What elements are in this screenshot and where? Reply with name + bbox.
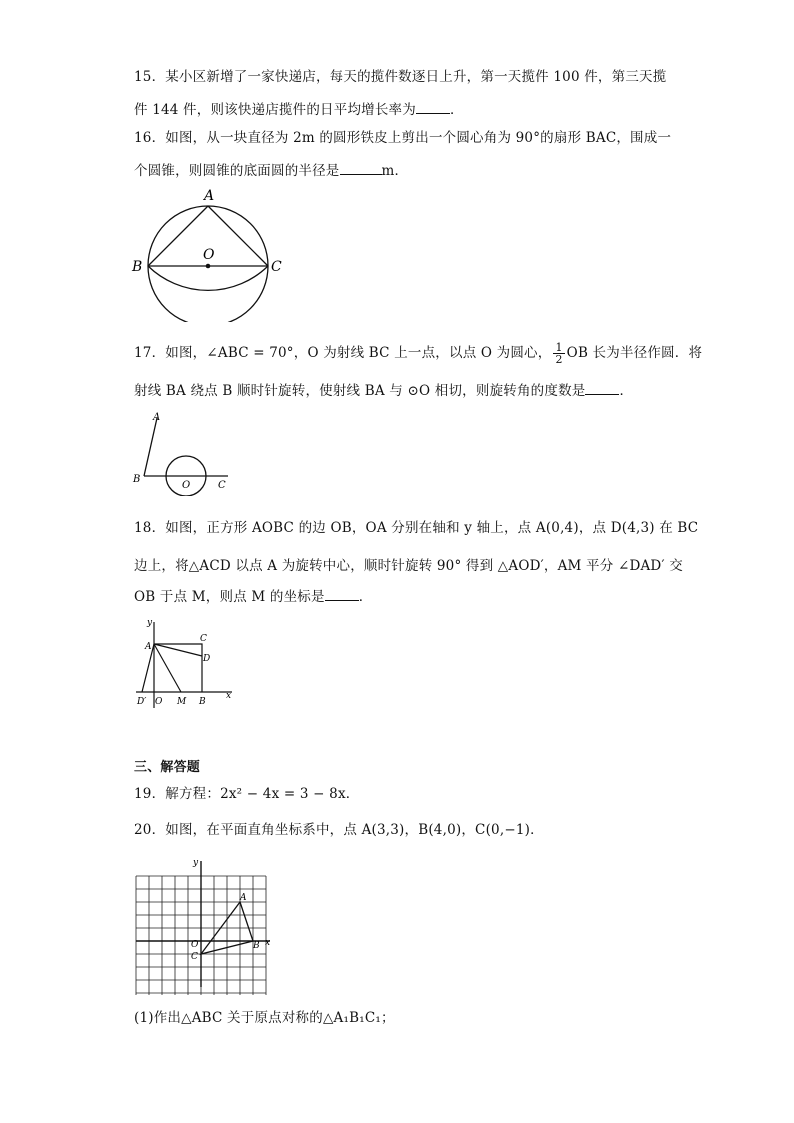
q16-end: m． (381, 163, 409, 179)
segment-ad (154, 644, 202, 656)
label-d-prime: D′ (137, 697, 147, 707)
label-o: O (182, 480, 191, 491)
q18-line1: 18．如图，正方形 AOBC 的边 OB，OA 分别在轴和 y 轴上，点 A(0,4)，点 D(4,3) 在 BC (134, 520, 699, 536)
segment-am (154, 644, 181, 692)
center-point (206, 264, 211, 269)
square-edges (154, 644, 202, 692)
label-o: O (155, 697, 163, 707)
q16-line2-text: 个圆锥，则圆锥的底面圆的半径是 (134, 163, 340, 179)
q17-tangent-figure (128, 410, 238, 496)
answer-blank (340, 160, 382, 175)
ray-ba (144, 418, 157, 476)
label-a: A (240, 893, 247, 903)
section-title: 三、解答题 (134, 760, 201, 775)
label-b: B (133, 474, 141, 485)
label-c: C (218, 480, 226, 491)
q18-line3-text: OB 于点 M，则点 M 的坐标是 (134, 589, 325, 605)
label-b: B (199, 697, 206, 707)
label-x: x (265, 938, 271, 948)
q17-line1 (134, 342, 702, 365)
label-x: x (226, 691, 232, 701)
label-c: C (271, 259, 282, 275)
fraction-half (553, 342, 564, 365)
answer-blank (585, 380, 619, 395)
label-a: A (145, 642, 152, 652)
label-m: M (177, 697, 187, 707)
q15-line1: 15．某小区新增了一家快递店，每天的揽件数逐日上升，第一天揽件 100 件，第三天揽 (134, 69, 667, 85)
answer-blank (325, 586, 359, 601)
q18-square-figure (134, 616, 238, 710)
q17-line1-a: 17．如图，∠ABC = 70°，O 为射线 BC 上一点，以点 O 为圆心， (134, 345, 552, 361)
answer-blank (416, 99, 450, 114)
label-a: A (153, 412, 161, 423)
fraction-numerator: 1 (555, 341, 563, 354)
q17-line2-text: 射线 BA 绕点 B 顺时针旋转，使射线 BA 与 ⊙O 相切，则旋转角的度数是 (134, 383, 586, 399)
fraction-denominator: 2 (555, 353, 563, 366)
label-o: O (203, 247, 215, 263)
q17-end: ． (619, 383, 634, 399)
radius-ba (148, 206, 208, 266)
q20-text: 20．如图，在平面直角坐标系中，点 A(3,3)，B(4,0)，C(0,−1)． (134, 822, 544, 838)
q19-text: 19．解方程：2x² − 4x = 3 − 8x． (134, 786, 360, 802)
label-b: B (253, 941, 260, 951)
q18-end: ． (358, 589, 373, 605)
q17-line1-b: OB 长为半径作圆．将 (566, 345, 703, 361)
label-a: A (204, 188, 215, 204)
q15-line2 (134, 99, 464, 120)
label-y: y (193, 858, 199, 868)
label-c: C (191, 952, 198, 962)
q15-end: ． (449, 102, 464, 118)
label-o: O (191, 940, 199, 950)
q16-circle-figure (128, 186, 292, 322)
sector-arc (148, 266, 268, 290)
label-b: B (132, 259, 143, 275)
q16-line1: 16．如图，从一块直径为 2m 的圆形铁皮上剪出一个圆心角为 90°的扇形 BAC，围成一 (134, 130, 672, 146)
q20-part1: (1)作出△ABC 关于原点对称的△A₁B₁C₁； (134, 1010, 395, 1026)
label-c: C (200, 634, 207, 644)
radius-ac (208, 206, 268, 266)
q17-line2 (134, 380, 633, 401)
q18-line3 (134, 586, 372, 607)
label-y: y (147, 618, 153, 628)
q18-line2: 边上，将△ACD 以点 A 为旋转中心，顺时针旋转 90° 得到 △AOD′，AM 平分 ∠DAD′ 交 (134, 558, 683, 574)
q15-line2-text: 件 144 件，则该快递店揽件的日平均增长率为 (134, 102, 416, 118)
q20-coordinate-grid (130, 857, 278, 995)
label-d: D (203, 654, 211, 664)
q16-line2 (134, 160, 408, 181)
